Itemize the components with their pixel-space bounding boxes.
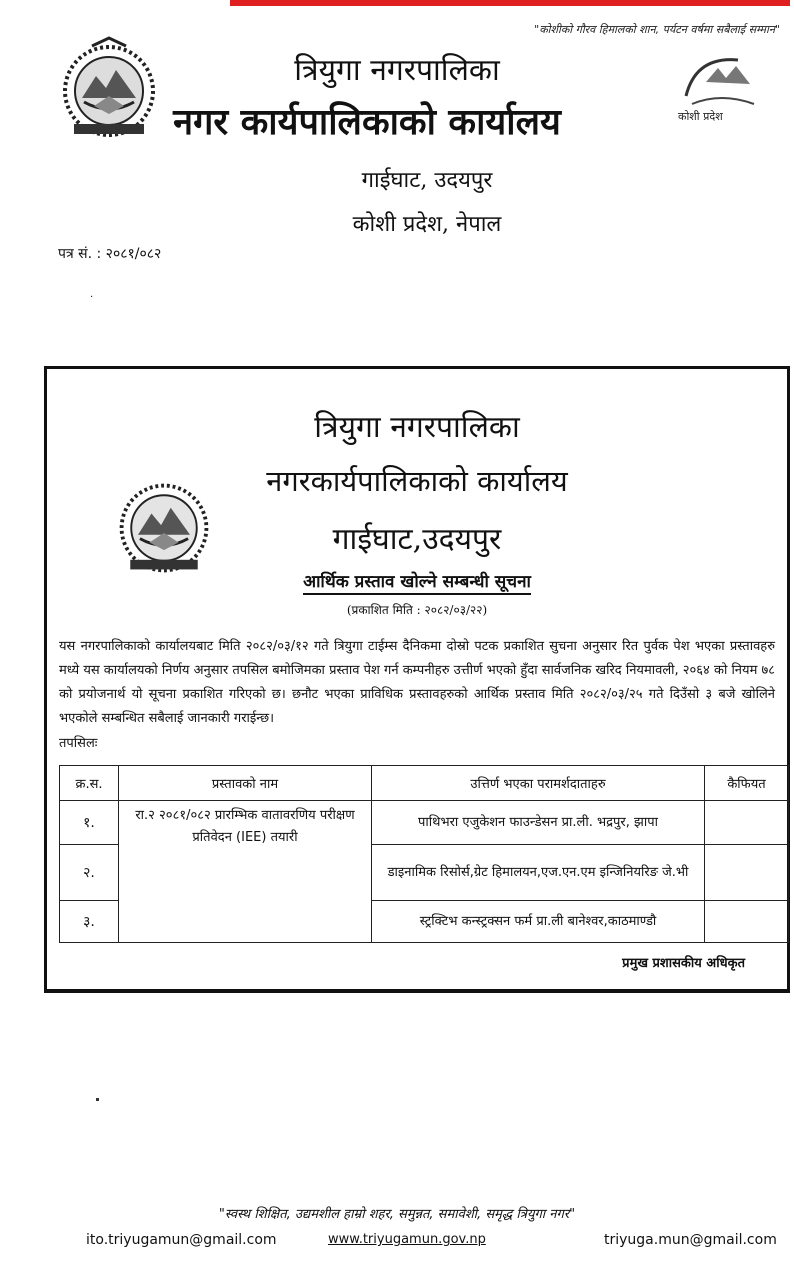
footer-slogan: "स्वस्थ शिक्षित, उद्यमशील हाम्रो शहर, समुन्नत, समावेशी, समृद्ध त्रियुगा नगर" [218,1207,576,1222]
office-name: नगर कार्यपालिकाको कार्यालय [173,101,561,143]
proposal-name: रा.२ २०८१/०८२ प्रारम्भिक वातावरणिय परीक्षण प्रतिवेदन (IEE) तयारी [119,801,372,943]
header-proposal: प्रस्तावको नाम [119,766,372,801]
notice-office: नगरकार्यपालिकाको कार्यालय [266,464,568,498]
row-sn: २. [60,845,119,901]
header-remarks: कैफियत [705,766,789,801]
table-header-row [60,766,789,801]
consultant-name: डाइनामिक रिसोर्स,ग्रेट हिमालयन,एज.एन.एम इन्जिनियरिङ जे.भी [372,845,705,901]
header-sn: क्र.स. [60,766,119,801]
remarks-cell [705,801,789,845]
office-email-link[interactable]: ito.triyugamun@gmail.com [86,1232,277,1248]
office-location: गाईघाट, उदयपुर [361,168,493,193]
row-sn: ३. [60,901,119,943]
letterhead-slogan: "कोशीको गौरव हिमालको शान, पर्यटन वर्षमा सबैलाई सम्मान" [534,23,780,36]
top-red-strip [230,0,790,6]
speck [96,1098,99,1101]
consultant-name: स्ट्रक्टिभ कन्स्ट्रक्सन फर्म प्रा.ली बानेश्वर,काठमाण्डौ [372,901,705,943]
notice-box [44,366,790,993]
notice-subject: आर्थिक प्रस्ताव खोल्ने सम्बन्धी सूचना [47,569,787,592]
remarks-cell [705,845,789,901]
notice-municipality: त्रियुगा नगरपालिका [314,410,520,445]
notice-body: यस नगरपालिकाको कार्यालयबाट मिति २०८२/०३/१२ गते त्रियुगा टाईम्स दैनिकमा दोस्रो पटक प्रकाशित सुचना अनुसार रित पुर्वक पेश भएका प्रस्तावहरु मध्ये यस कार्यालयको निर्णय अनुसार तपसिल बमोजिमका प्रस्ताव पेश गर्न कम्पनीहरु उत्तीर्ण भएको हुँदा सार्वजनिक खरिद नियमावली, २०६४ को नियम ७८ को प्रयोजनार्थ यो सूचना प्रकाशित गरिएको छ। छनौट भएका प्राविधिक प्रस्तावहरुको आर्थिक प्रस्ताव मिति २०८२/०३/२५ गते दिउँसो ३ बजे खोलिने भएकोले सम्बन्धित सबैलाई जानकारी गराईन्छ। [59,639,775,726]
municipality-email-link[interactable]: triyuga.mun@gmail.com [604,1232,777,1248]
municipality-name: त्रियुगा नगरपालिका [294,53,500,88]
row-sn: १. [60,801,119,845]
website-link[interactable]: www.triyugamun.gov.np [328,1232,486,1247]
province-name: कोशी प्रदेश, नेपाल [352,212,502,237]
details-label: तपसिलः [59,736,98,751]
remarks-cell [705,901,789,943]
proposal-table [59,765,789,943]
letter-number: पत्र सं. : २०८१/०८२ [58,246,162,262]
published-date: (प्रकाशित मिति : २०८२/०३/२२) [346,603,488,617]
signer-title: प्रमुख प्रशासकीय अधिकृत [622,956,745,971]
table-row [60,801,789,845]
svg-text:कोशी प्रदेश: कोशी प्रदेश [678,110,723,123]
notice-location: गाईघाट,उदयपुर [332,522,502,557]
header-consultants: उत्तिर्ण भएका परामर्शदाताहरु [372,766,705,801]
speck: · [90,292,94,303]
consultant-name: पाथिभरा एजुकेशन फाउन्डेसन प्रा.ली. भद्रपुर, झापा [372,801,705,845]
